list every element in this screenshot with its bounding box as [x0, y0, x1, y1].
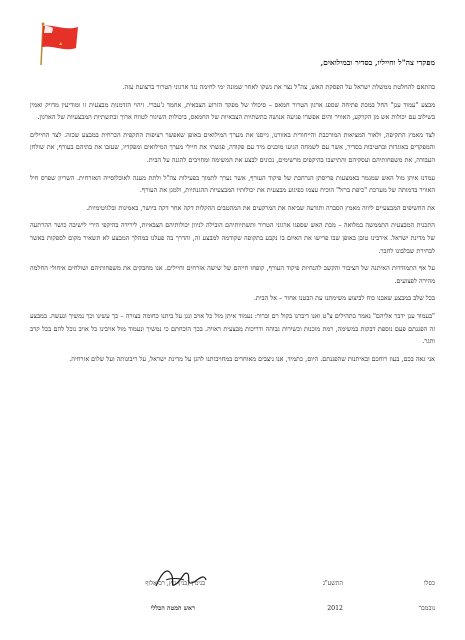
paragraph: עמדנו איתן מול האש שמגמר באמצעות פריסתן הנרחבת של פיקוד העורף, אשר נערך לתמוך בפעילות צה"ל ולתת מענה לאוכלוסייה האזרחית. השריון שפרס חיל האוויר בדמותה של מערכת "כיפת ברזל" הוכיח עצמו כפיגוע מבצעית את יכולותיו המבצעיות ההגנתיות, ולמגן את העורף. [30, 173, 435, 195]
paragraph: בכל שלב במבצע שאבנו כוח לביצוע משימתנו עת הבטנו אחור – אל הבית. [253, 294, 435, 303]
letter-body [30, 58, 435, 375]
date-hebrew-month: כסלו [423, 580, 435, 587]
paragraph: התכנית המבצעית התממשה במלואה – מכת האש שספגו ארגוני הטרור ותשתיותיהם הובילה לניוון יכולותיהם הצבאיות, לירידה בהיקפי הירי לישיבה כושר ההרתעה של מדינת ישראל. אירבינו טובן באופן שבו פרישו את האיום בו נקבע בתקופה שקודמה למבצע זה, והדרך בה פעלנו במהלך המבצע לא תשאיר מקום לספקות באשר לבחירת שבלבונו לחבר. [30, 221, 435, 255]
date-gregorian-year: 2012 [327, 605, 343, 612]
signer-name: בנימין (בני) גנץ, רב-אלוף [145, 580, 205, 587]
signature-block [30, 572, 435, 626]
paragraph: את החשיפים המבצעיים ליווה מאמץ הסברה ותודעה שביאה את המרקעים את המהטבים ההקלות דקה אחר דקה ביושר, באמינות ובלגיטימיות. [86, 203, 435, 212]
signer-title: ראש המטה הכללי [150, 605, 195, 612]
paragraph: מבצע "עמוד ענן" החל במכת פתיחה שספג ארגון הטרור חמאס – סיכולו של מפקד הזרוע הצבאית, אחמד ג'עברי. זיהוי הזדמנות מבצעית זו ומודיעין מדויק ואמין בשילוב עם יכולות אש מן הקרקע, האוויר והים אפשרו פגיעה אנושה בתשתיות הצבאיות של החמאס, ביכולות השיגור לטווח ארוך ובתשתיות המבצעיות של הארגון. [30, 100, 435, 122]
date-hebrew-year: התשע"ג [322, 580, 343, 587]
paragraph: "בעמוד ענן ידבר אליהם" נאמר בתהילים צ"ט ואנו דיברנו בקול רם וברור: נעמוד איתן מול כל אויב ונגן על ביתנו כחומה בצורה – כך עשינו וכך נמשיך ונעשה. במבצע זה הפגנתם פעם נוספת דבקות במשימה, רמת מוכנות וכשירות גבוהה ודריכות מבצעית ראויה. בכך הוכחתם כי נמשיך ונעמוד מול אויבינו כל אויב נוכל להם בכל קרב ותגר. [30, 311, 435, 346]
paragraph: על אף התמודדות האיתנה של הציבור והקשב להנחיות פיקוד העורף, קופחו חייהם של שישה אזרחים וחיילים. אנו מחבקים את משפחותיהם ושולחים איחולי החלמה מהירה לפצועים. [30, 264, 435, 285]
date-gregorian-month: נובמבר [418, 605, 435, 612]
paragraph: לצד מאמץ התקיפה, ולאור המציאות המורכבת והייחודית באזורנו, גייסנו את מערך המילואים באופן שאפשר רציפות התקפית הכרחית במבצע שכזה. לצד החיילים והמפקדים באוגדות ובחטיבות בסדיר, אשר עם לשמחה הגיעו מוכנים מיד עם פקודה, פגשתי את חיילי מערך המילואים ומפקדיו, שעזבו את בתיהם בעורף, את שולחן העבודה, את משפחותיהם ועסקיהם והתייצבו בהיקפים מרשימים, נכונים לבצע את המשימה ומחויבים להגנה על הבית. [30, 130, 435, 164]
paragraph: אני גאה בכם, בעוז רוחכם ובאיתנות שהפגנתם. היום, כתמיד, אנו ניצבים מאוחדים במחויבותנו להגן על מדינת ישראל, על ריבונותה ועל שלום אזרחיה. [69, 354, 435, 363]
paragraph: בהתאם להחלטת ממשלת ישראל על הפסקת האש, צה"ל נצר את נשקו לאחר שמונה ימי לחימה נגד ארגוני הטרור ברצועת עזה. [122, 83, 435, 91]
handwritten-signature [154, 562, 208, 594]
greeting: מפקדי צה"ל וחייליו, בסדיר ובמילואים, [320, 58, 435, 67]
